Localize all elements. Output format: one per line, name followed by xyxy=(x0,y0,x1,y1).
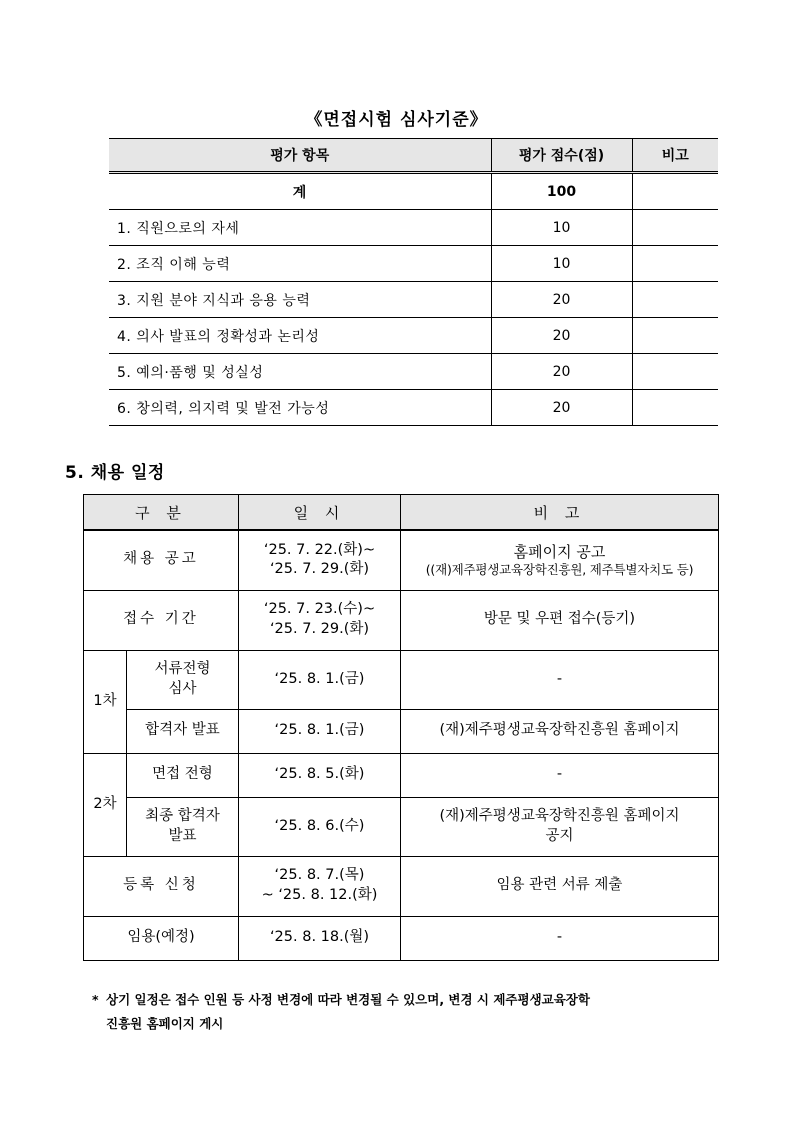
application-label: 접수 기간 xyxy=(84,590,239,650)
interview-label: 면접 전형 xyxy=(127,753,239,797)
criteria-row xyxy=(109,354,718,390)
schedule-header-date: 일 시 xyxy=(239,495,401,531)
schedule-header-row xyxy=(84,495,719,531)
announcement-note xyxy=(401,530,719,590)
criteria-score: 20 xyxy=(491,282,632,318)
criteria-note xyxy=(632,210,718,246)
schedule-row-registration xyxy=(84,856,719,916)
application-date-end: ‘25. 7. 29.(화) xyxy=(269,621,370,637)
announcement-date-start: ‘25. 7. 22.(화)~ xyxy=(263,541,376,558)
criteria-score: 10 xyxy=(491,210,632,246)
schedule-row-appointment xyxy=(84,916,719,960)
registration-date-end: ~ ‘25. 8. 12.(화) xyxy=(261,887,378,903)
criteria-note xyxy=(632,246,718,282)
interview-note: - xyxy=(401,753,719,797)
criteria-item: 2. 조직 이해 능력 xyxy=(109,246,491,282)
schedule-header-note: 비 고 xyxy=(401,495,719,531)
criteria-note xyxy=(632,318,718,354)
announcement-date-end: ‘25. 7. 29.(화) xyxy=(269,561,370,578)
criteria-score: 20 xyxy=(491,354,632,390)
appointment-label: 임용(예정) xyxy=(84,916,239,960)
schedule-table xyxy=(83,494,719,961)
screening-note: - xyxy=(401,650,719,709)
first-result-date: ‘25. 8. 1.(금) xyxy=(239,709,401,753)
criteria-item: 5. 예의·품행 및 성실성 xyxy=(109,354,491,390)
footnote-marker: * xyxy=(92,992,99,1007)
final-result-note xyxy=(401,797,719,856)
registration-date-start: ‘25. 8. 7.(목) xyxy=(274,867,365,884)
criteria-header-note: 비고 xyxy=(632,139,718,173)
screening-label xyxy=(127,650,239,709)
criteria-note xyxy=(632,354,718,390)
criteria-score: 20 xyxy=(491,318,632,354)
criteria-item: 4. 의사 발표의 정확성과 논리성 xyxy=(109,318,491,354)
announcement-label: 채용 공고 xyxy=(84,530,239,590)
criteria-score: 20 xyxy=(491,390,632,426)
screening-date: ‘25. 8. 1.(금) xyxy=(239,650,401,709)
registration-label: 등록 신청 xyxy=(84,856,239,916)
criteria-header-score: 평가 점수(점) xyxy=(491,139,632,173)
criteria-row xyxy=(109,246,718,282)
criteria-item: 6. 창의력, 의지력 및 발전 가능성 xyxy=(109,390,491,426)
final-result-label-line2: 발표 xyxy=(168,827,197,844)
footnote-text-line1: 상기 일정은 접수 인원 등 사정 변경에 따라 변경될 수 있으며, 변경 시 제주평생교육장학 xyxy=(106,992,590,1007)
final-result-label-line1: 최종 합격자 xyxy=(145,807,220,824)
application-date xyxy=(239,590,401,650)
criteria-row xyxy=(109,282,718,318)
criteria-total-note xyxy=(632,173,718,210)
schedule-row-final-result xyxy=(84,797,719,856)
criteria-title: 《면접시험 심사기준》 xyxy=(305,110,488,130)
criteria-total-row xyxy=(109,173,718,210)
criteria-header-row xyxy=(109,139,718,173)
criteria-note xyxy=(632,282,718,318)
criteria-total-label: 계 xyxy=(109,173,491,210)
first-result-note: (재)제주평생교육장학진흥원 홈페이지 xyxy=(401,709,719,753)
schedule-row-announcement xyxy=(84,530,719,590)
final-result-label xyxy=(127,797,239,856)
criteria-score: 10 xyxy=(491,246,632,282)
screening-label-line1: 서류전형 xyxy=(154,660,211,677)
registration-note: 임용 관련 서류 제출 xyxy=(401,856,719,916)
application-note: 방문 및 우편 접수(등기) xyxy=(401,590,719,650)
schedule-footnote xyxy=(92,988,722,1036)
final-result-note-line1: (재)제주평생교육장학진흥원 홈페이지 xyxy=(439,807,680,824)
criteria-item: 3. 지원 분야 지식과 응용 능력 xyxy=(109,282,491,318)
criteria-row xyxy=(109,210,718,246)
appointment-note: - xyxy=(401,916,719,960)
first-result-label: 합격자 발표 xyxy=(127,709,239,753)
round1-label: 1차 xyxy=(84,650,127,753)
schedule-row-screening xyxy=(84,650,719,709)
footnote-line1 xyxy=(92,988,722,1012)
appointment-date: ‘25. 8. 18.(월) xyxy=(239,916,401,960)
schedule-header-category: 구 분 xyxy=(84,495,239,531)
criteria-item: 1. 직원으로의 자세 xyxy=(109,210,491,246)
registration-date xyxy=(239,856,401,916)
schedule-row-interview xyxy=(84,753,719,797)
criteria-header-item: 평가 항목 xyxy=(109,139,491,173)
announcement-date xyxy=(239,530,401,590)
schedule-row-application xyxy=(84,590,719,650)
announcement-note-sub: ((재)제주평생교육장학진흥원, 제주특별자치도 등) xyxy=(425,561,694,577)
application-date-start: ‘25. 7. 23.(수)~ xyxy=(263,601,376,618)
criteria-table xyxy=(109,138,718,426)
schedule-heading: 5. 채용 일정 xyxy=(65,463,165,483)
announcement-note-main: 홈페이지 공고 xyxy=(513,542,606,561)
interview-date: ‘25. 8. 5.(화) xyxy=(239,753,401,797)
criteria-note xyxy=(632,390,718,426)
round2-label: 2차 xyxy=(84,753,127,856)
final-result-note-line2: 공지 xyxy=(545,827,574,844)
final-result-date: ‘25. 8. 6.(수) xyxy=(239,797,401,856)
criteria-total-score: 100 xyxy=(491,173,632,210)
screening-label-line2: 심사 xyxy=(168,680,197,697)
criteria-row xyxy=(109,318,718,354)
footnote-text-line2: 진흥원 홈페이지 게시 xyxy=(106,1016,224,1031)
schedule-row-first-result xyxy=(84,709,719,753)
criteria-row xyxy=(109,390,718,426)
